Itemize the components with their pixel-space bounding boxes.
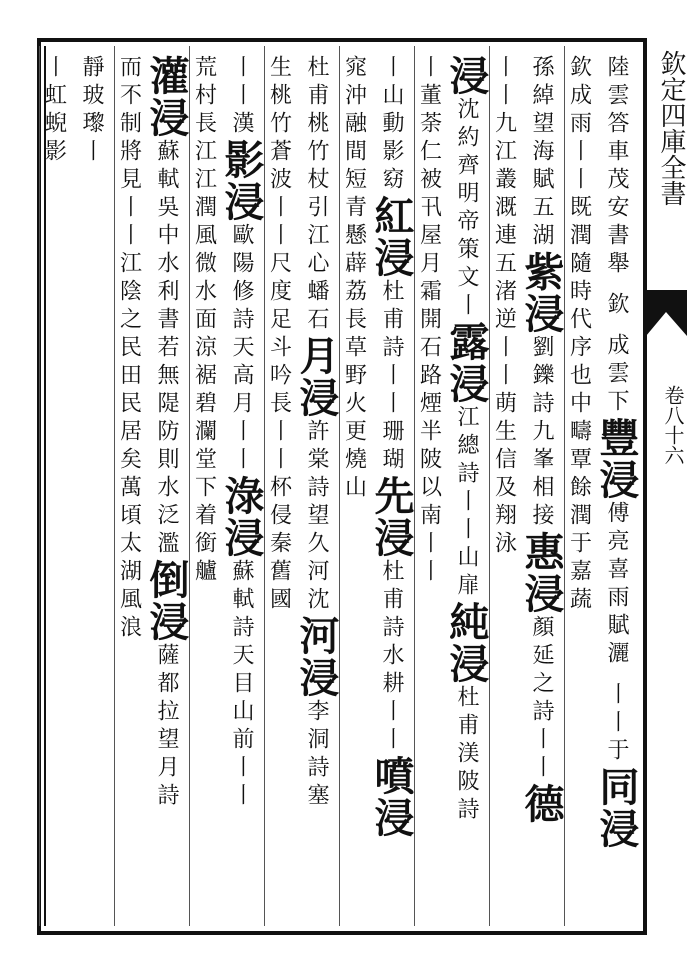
headword: 紅浸 bbox=[368, 195, 415, 279]
citation-text: 半陂以南丨丨 bbox=[416, 419, 442, 587]
headword: 紫浸 bbox=[518, 251, 565, 335]
citation-text: 靜玻瓈丨 bbox=[79, 55, 104, 167]
headword: 灌浸 bbox=[143, 55, 190, 139]
citation-text: 丨董荼仁被卂屋 bbox=[416, 55, 442, 251]
text-column bbox=[190, 55, 228, 915]
citation-text: 侵秦舊國 bbox=[266, 503, 292, 615]
citation-text: 杜甫渼陂詩 bbox=[454, 685, 479, 825]
citation-text: 萌生信及翔泳 bbox=[491, 391, 517, 559]
citation-text: 陸雲答車茂安書舉 欽 成雲下 bbox=[604, 55, 629, 417]
citation-text: 許棠詩望久河沈 bbox=[304, 419, 329, 615]
citation-text: 草野火更燒山 bbox=[341, 335, 367, 503]
headword: 豐浸 bbox=[593, 417, 640, 501]
text-column bbox=[368, 55, 416, 915]
citation-text: 江總詩丨丨山扉 bbox=[454, 405, 479, 601]
headword: 噴浸 bbox=[368, 755, 415, 839]
headword: 先浸 bbox=[368, 475, 415, 559]
headword: 惠浸 bbox=[518, 531, 565, 615]
citation-text: 長江江潤風微水面涼 bbox=[191, 111, 217, 363]
headword: 純浸 bbox=[443, 601, 490, 685]
headword: 淥浸 bbox=[218, 475, 265, 559]
citation-text: 荒村 bbox=[191, 55, 217, 111]
margin-volume-label: 卷八十六 bbox=[661, 385, 685, 465]
text-column bbox=[415, 55, 453, 915]
citation-text: 丨山動影窈 bbox=[379, 55, 404, 195]
citation-text: 杜甫桃竹杖引江心蟠石 bbox=[304, 55, 329, 335]
citation-text: 杜甫詩丨丨珊瑚 bbox=[379, 279, 404, 475]
citation-text: 欽成雨丨丨既潤隨時代序也 bbox=[566, 55, 592, 391]
text-column bbox=[565, 55, 603, 915]
text-column bbox=[593, 55, 641, 915]
fishtail-mark-icon bbox=[646, 290, 687, 336]
citation-text: 丨丨漢 bbox=[229, 55, 254, 139]
text-column bbox=[218, 55, 266, 915]
headword: 影浸 bbox=[218, 139, 265, 223]
headword: 德 bbox=[518, 783, 565, 825]
text-column bbox=[143, 55, 191, 915]
citation-text: 短青懸薜荔長 bbox=[341, 167, 367, 335]
citation-text: 孫綽望海賦五湖 bbox=[529, 55, 554, 251]
citation-text: 顏延之詩丨丨 bbox=[529, 615, 554, 783]
citation-text: 裾碧瀾堂下着銜艫 bbox=[191, 363, 217, 587]
citation-text: 丨丨九江叢溉 bbox=[491, 55, 517, 223]
citation-text: 生桃竹蒼波丨丨尺度足 bbox=[266, 55, 292, 335]
text-column bbox=[78, 55, 116, 915]
citation-text: 而不制將見丨丨江陰之民田民居矣 bbox=[116, 55, 142, 475]
citation-text: 斗吟長丨丨杯 bbox=[266, 335, 292, 503]
citation-text: 丨虹蜺影 bbox=[41, 55, 67, 167]
text-column bbox=[293, 55, 341, 915]
citation-text: 蘇軾吳中水利書若無隄防則水泛濫 bbox=[154, 139, 179, 559]
citation-text: 窕沖融間 bbox=[341, 55, 367, 167]
text-column bbox=[40, 55, 78, 915]
citation-text: 中疇覃餘潤于嘉蔬 bbox=[566, 391, 592, 615]
headword: 浸 bbox=[443, 55, 490, 97]
citation-text: 傅亮喜雨賦灑 丨丨于 bbox=[604, 501, 629, 766]
citation-text: 沈約齊明帝策文丨 bbox=[454, 97, 479, 321]
citation-text: 蘇軾詩天目山前丨丨 bbox=[229, 559, 254, 811]
citation-text: 李洞詩塞 bbox=[304, 699, 329, 811]
citation-text: 萬頃太湖風浪 bbox=[116, 475, 142, 643]
headword: 倒浸 bbox=[143, 559, 190, 643]
citation-text: 杜甫詩水耕丨丨 bbox=[379, 559, 404, 755]
headword: 河浸 bbox=[293, 615, 340, 699]
column-rule bbox=[39, 46, 40, 926]
margin-book-title: 欽定四庫全書 bbox=[656, 50, 686, 206]
text-column bbox=[518, 55, 566, 915]
citation-text: 劉鑠詩九峯相接 bbox=[529, 335, 554, 531]
text-column bbox=[490, 55, 528, 915]
citation-text: 月霜開石路煙 bbox=[416, 251, 442, 419]
citation-text: 連五渚逆丨丨 bbox=[491, 223, 517, 391]
headword: 露浸 bbox=[443, 321, 490, 405]
citation-text: 歐陽修詩天高月丨丨 bbox=[229, 223, 254, 475]
headword: 同浸 bbox=[593, 766, 640, 850]
headword: 月浸 bbox=[293, 335, 340, 419]
text-column bbox=[443, 55, 491, 915]
text-column bbox=[340, 55, 378, 915]
text-column bbox=[115, 55, 153, 915]
citation-text: 薩都拉望月詩 bbox=[154, 643, 179, 811]
text-column bbox=[265, 55, 303, 915]
